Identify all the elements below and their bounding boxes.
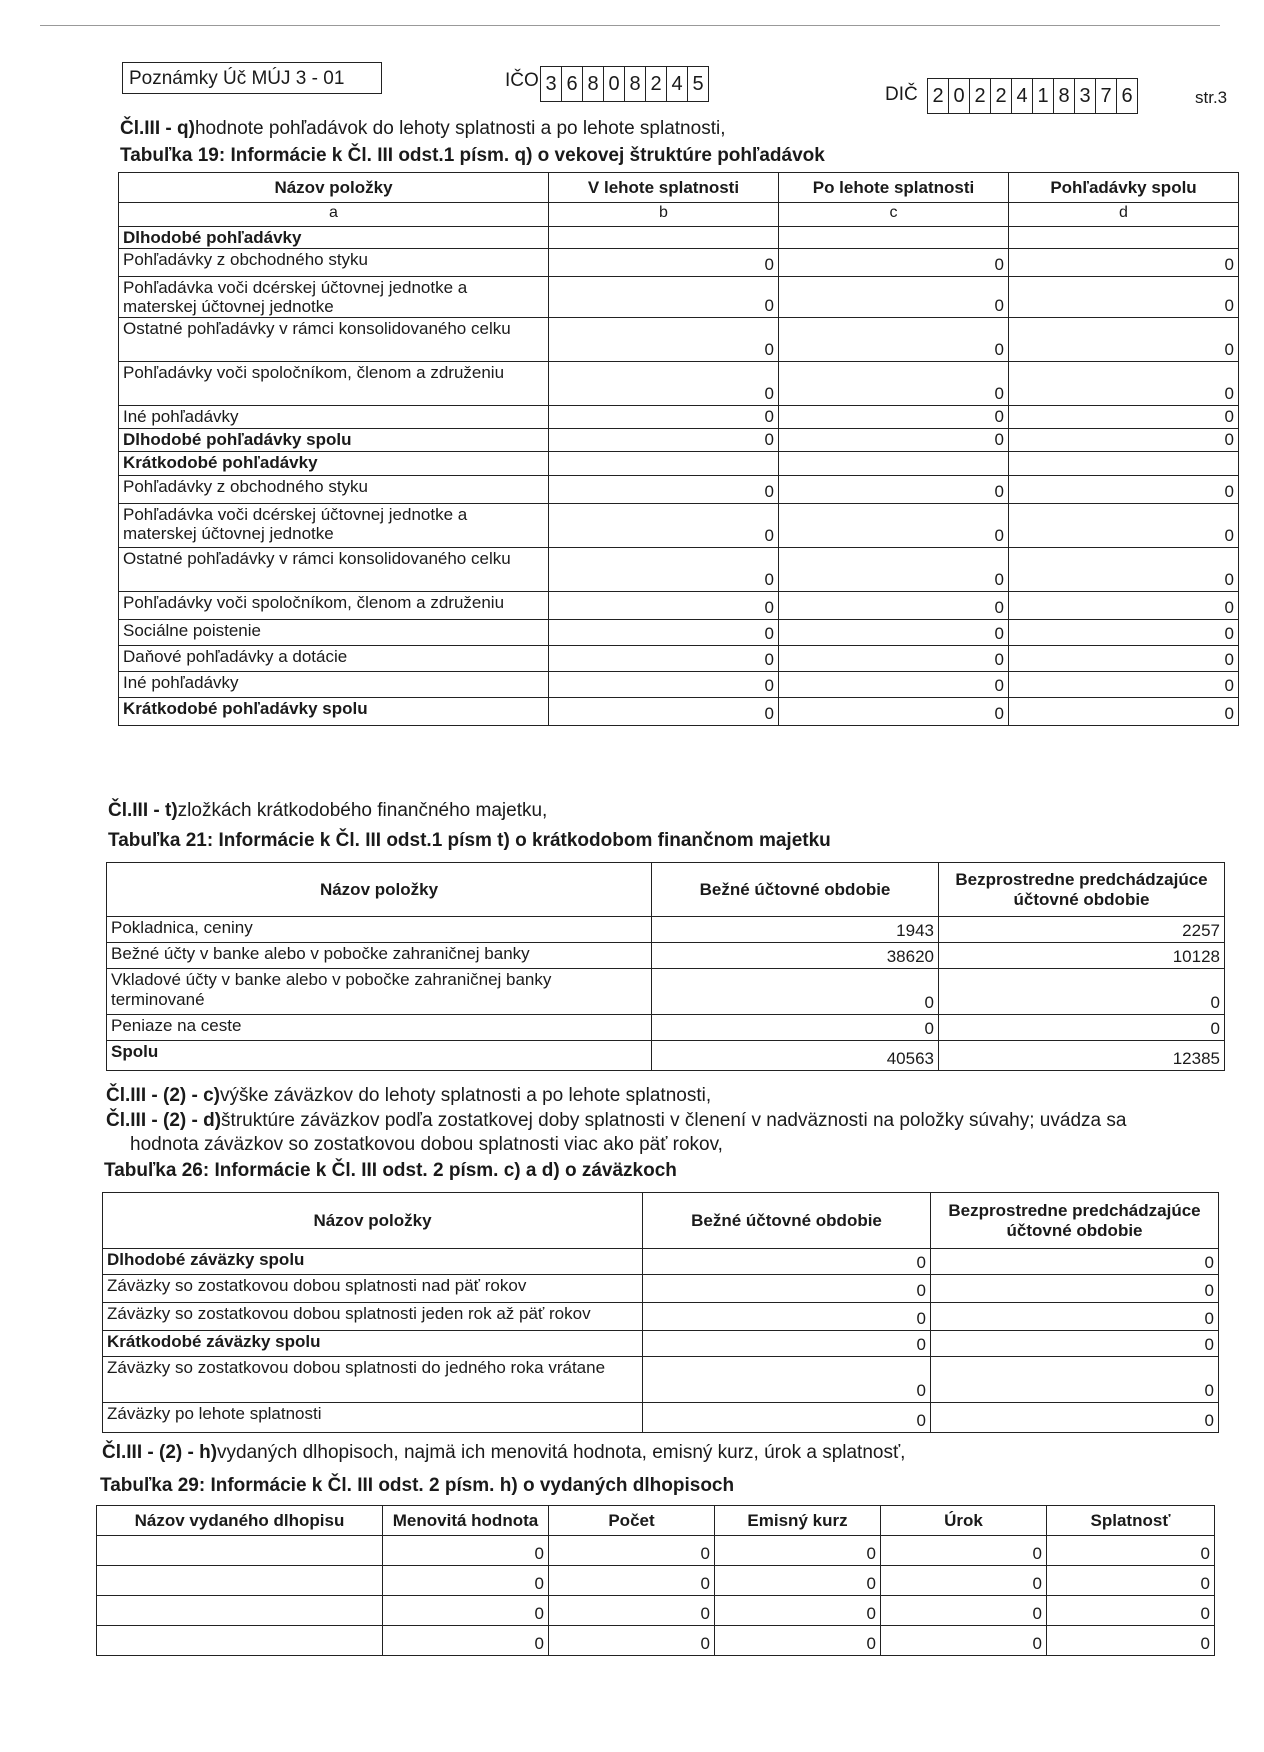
table-row	[119, 592, 1239, 620]
t19-row-value-d	[1009, 227, 1239, 249]
t19-row-value-c: 0	[779, 476, 1009, 504]
t19-row-name: Dlhodobé pohľadávky spolu	[119, 429, 549, 452]
t26-header-current: Bežné účtovné obdobie	[643, 1193, 931, 1249]
table-row	[119, 277, 1239, 318]
t26-row-name: Záväzky po lehote splatnosti	[103, 1403, 643, 1433]
t19-row-value-c: 0	[779, 620, 1009, 646]
section-d-prefix: Čl.III - (2) - d)	[106, 1110, 222, 1131]
t26-row-current: 0	[643, 1249, 931, 1275]
t21-row-current: 0	[652, 1015, 939, 1041]
t26-row-previous: 0	[931, 1275, 1219, 1303]
table29	[96, 1505, 1215, 1656]
t19-row-value-d: 0	[1009, 646, 1239, 672]
t19-letter-d: d	[1009, 203, 1239, 227]
t29-cell: 0	[549, 1536, 715, 1566]
t29-header-2: Počet	[549, 1506, 715, 1536]
form-title: Poznámky Úč MÚJ 3 - 01	[122, 62, 382, 94]
t19-row-value-c: 0	[779, 646, 1009, 672]
table-row	[119, 698, 1239, 726]
table-row	[97, 1596, 1215, 1626]
t19-row-value-d: 0	[1009, 249, 1239, 277]
section-h-text: vydaných dlhopisoch, najmä ich menovitá hodnota, emisný kurz, úrok a splatnosť,	[217, 1442, 906, 1463]
table-row	[107, 969, 1225, 1015]
t29-header-0: Názov vydaného dlhopisu	[97, 1506, 383, 1536]
page-number: str.3	[1195, 88, 1228, 107]
t19-row-value-b: 0	[549, 362, 779, 406]
t19-row-value-d: 0	[1009, 318, 1239, 362]
t29-cell: 0	[1047, 1566, 1215, 1596]
t19-row-value-d: 0	[1009, 548, 1239, 592]
t19-header-d: Pohľadávky spolu	[1009, 173, 1239, 203]
t29-cell: 0	[549, 1596, 715, 1626]
t21-header-name: Názov položky	[107, 863, 652, 917]
section-t-note	[108, 800, 547, 822]
t26-row-current: 0	[643, 1303, 931, 1331]
t19-row-name: Krátkodobé pohľadávky	[119, 452, 549, 476]
table-row	[119, 429, 1239, 452]
t21-row-current: 0	[652, 969, 939, 1015]
dic-digit: 3	[1075, 79, 1096, 113]
t26-row-name: Záväzky so zostatkovou dobou splatnosti do jedného roka vrátane	[103, 1357, 643, 1403]
table-row	[103, 1331, 1219, 1357]
dic-digit: 1	[1033, 79, 1054, 113]
t19-row-value-c	[779, 227, 1009, 249]
t19-row-value-c: 0	[779, 548, 1009, 592]
table-row	[97, 1566, 1215, 1596]
t29-cell: 0	[549, 1566, 715, 1596]
t21-header-previous: Bezprostredne predchádzajúce účtovné obdobie	[939, 863, 1225, 917]
t29-cell	[97, 1536, 383, 1566]
t19-letter-c: c	[779, 203, 1009, 227]
t19-row-value-b: 0	[549, 504, 779, 548]
section-h-prefix: Čl.III - (2) - h)	[102, 1442, 218, 1463]
t19-row-value-b	[549, 452, 779, 476]
table-row	[103, 1403, 1219, 1433]
t21-row-current: 40563	[652, 1041, 939, 1071]
table29-caption: Tabuľka 29: Informácie k Čl. III odst. 2 písm. h) o vydaných dlhopisoch	[100, 1475, 735, 1496]
t19-header-name: Názov položky	[119, 173, 549, 203]
t19-row-name: Ostatné pohľadávky v rámci konsolidovaného celku	[119, 548, 549, 592]
t19-row-name: Ostatné pohľadávky v rámci konsolidovaného celku	[119, 318, 549, 362]
ico-digit: 2	[646, 67, 667, 101]
t26-row-current: 0	[643, 1331, 931, 1357]
t21-row-name: Spolu	[107, 1041, 652, 1071]
t26-row-name: Dlhodobé záväzky spolu	[103, 1249, 643, 1275]
table-row	[119, 452, 1239, 476]
t19-row-value-b: 0	[549, 277, 779, 318]
t21-row-previous: 0	[939, 969, 1225, 1015]
table-row	[103, 1249, 1219, 1275]
table21	[106, 862, 1225, 1071]
t26-header-name: Názov položky	[103, 1193, 643, 1249]
t29-cell: 0	[715, 1536, 881, 1566]
ico-digits	[540, 66, 709, 102]
t19-row-value-d: 0	[1009, 504, 1239, 548]
t19-row-value-c: 0	[779, 277, 1009, 318]
t21-row-current: 38620	[652, 943, 939, 969]
table-row	[107, 1041, 1225, 1071]
t19-row-value-b: 0	[549, 646, 779, 672]
t29-cell	[97, 1626, 383, 1656]
table-row	[107, 943, 1225, 969]
t19-row-value-d: 0	[1009, 592, 1239, 620]
t19-letter-b: b	[549, 203, 779, 227]
t29-cell: 0	[715, 1596, 881, 1626]
t29-cell: 0	[715, 1566, 881, 1596]
t19-row-value-c: 0	[779, 672, 1009, 698]
t19-row-value-d: 0	[1009, 620, 1239, 646]
table21-caption: Tabuľka 21: Informácie k Čl. III odst.1 písm t) o krátkodobom finančnom majetku	[108, 830, 831, 851]
dic-digit: 2	[970, 79, 991, 113]
section-q-note	[120, 118, 725, 140]
t29-cell: 0	[881, 1536, 1047, 1566]
t21-row-previous: 2257	[939, 917, 1225, 943]
section-t-text: zložkách krátkodobého finančného majetku,	[177, 800, 548, 821]
t19-row-value-b: 0	[549, 476, 779, 504]
t19-row-value-c	[779, 452, 1009, 476]
t19-row-name: Iné pohľadávky	[119, 406, 549, 429]
t21-row-current: 1943	[652, 917, 939, 943]
table-row	[119, 362, 1239, 406]
t21-row-previous: 0	[939, 1015, 1225, 1041]
t19-row-value-b: 0	[549, 429, 779, 452]
t19-row-name: Dlhodobé pohľadávky	[119, 227, 549, 249]
t19-row-name: Iné pohľadávky	[119, 672, 549, 698]
t19-row-value-b: 0	[549, 249, 779, 277]
table-row	[97, 1626, 1215, 1656]
t21-row-name: Pokladnica, ceniny	[107, 917, 652, 943]
t26-row-previous: 0	[931, 1249, 1219, 1275]
t21-row-previous: 10128	[939, 943, 1225, 969]
t29-header-3: Emisný kurz	[715, 1506, 881, 1536]
t26-row-name: Záväzky so zostatkovou dobou splatnosti jeden rok až päť rokov	[103, 1303, 643, 1331]
t19-row-value-c: 0	[779, 429, 1009, 452]
t19-row-value-d: 0	[1009, 277, 1239, 318]
table-row	[119, 504, 1239, 548]
t26-row-current: 0	[643, 1275, 931, 1303]
table26	[102, 1192, 1219, 1433]
ico-digit: 8	[625, 67, 646, 101]
page-top-rule	[40, 25, 1220, 26]
t29-cell: 0	[549, 1626, 715, 1656]
t19-row-value-d: 0	[1009, 672, 1239, 698]
t29-header-5: Splatnosť	[1047, 1506, 1215, 1536]
table-row	[103, 1357, 1219, 1403]
t26-row-previous: 0	[931, 1331, 1219, 1357]
t19-row-name: Pohľadávka voči dcérskej účtovnej jednotke a materskej účtovnej jednotke	[119, 504, 549, 548]
t19-row-value-c: 0	[779, 249, 1009, 277]
t21-header-current: Bežné účtovné obdobie	[652, 863, 939, 917]
ico-digit: 8	[583, 67, 604, 101]
t29-cell: 0	[1047, 1626, 1215, 1656]
t19-row-name: Pohľadávky voči spoločníkom, členom a združeniu	[119, 362, 549, 406]
t19-header-b: V lehote splatnosti	[549, 173, 779, 203]
t19-row-value-c: 0	[779, 318, 1009, 362]
t19-row-value-c: 0	[779, 698, 1009, 726]
table-row	[103, 1275, 1219, 1303]
t21-row-previous: 12385	[939, 1041, 1225, 1071]
t19-row-name: Krátkodobé pohľadávky spolu	[119, 698, 549, 726]
t26-row-previous: 0	[931, 1357, 1219, 1403]
t26-header-previous: Bezprostredne predchádzajúce účtovné obdobie	[931, 1193, 1219, 1249]
table-row	[119, 620, 1239, 646]
t29-header-4: Úrok	[881, 1506, 1047, 1536]
t19-row-value-b: 0	[549, 698, 779, 726]
t19-row-value-d: 0	[1009, 476, 1239, 504]
table-row	[119, 476, 1239, 504]
section-h-note	[102, 1442, 905, 1464]
section-d-note	[106, 1110, 1126, 1132]
t19-row-value-d	[1009, 452, 1239, 476]
section-t-prefix: Čl.III - t)	[108, 800, 178, 821]
t19-row-value-b: 0	[549, 620, 779, 646]
t29-cell: 0	[383, 1626, 549, 1656]
table26-caption: Tabuľka 26: Informácie k Čl. III odst. 2 písm. c) a d) o záväzkoch	[104, 1160, 677, 1181]
ico-label: IČO	[505, 70, 539, 91]
dic-digit: 6	[1121, 85, 1133, 107]
table-row	[119, 672, 1239, 698]
t21-row-name: Peniaze na ceste	[107, 1015, 652, 1041]
ico-digit: 6	[562, 67, 583, 101]
t19-letter-a: a	[119, 203, 549, 227]
t19-row-value-c: 0	[779, 592, 1009, 620]
t26-row-previous: 0	[931, 1303, 1219, 1331]
table-row	[119, 406, 1239, 429]
t19-row-value-d: 0	[1009, 429, 1239, 452]
table-row	[119, 318, 1239, 362]
t19-row-value-c: 0	[779, 362, 1009, 406]
dic-digit: 8	[1054, 79, 1075, 113]
section-c-note	[106, 1085, 711, 1107]
dic-digit: 2	[991, 79, 1012, 113]
t29-cell: 0	[383, 1596, 549, 1626]
ico-digit: 3	[541, 67, 562, 101]
section-d-text: štruktúre záväzkov podľa zostatkovej doby splatnosti v členení v nadväznosti na položky súvahy; uvádza sa	[221, 1110, 1127, 1131]
t19-row-value-d: 0	[1009, 698, 1239, 726]
t29-cell	[97, 1596, 383, 1626]
ico-digit: 5	[692, 73, 704, 95]
t29-cell: 0	[1047, 1596, 1215, 1626]
t21-row-name: Bežné účty v banke alebo v pobočke zahraničnej banky	[107, 943, 652, 969]
t26-row-current: 0	[643, 1357, 931, 1403]
t19-row-value-c: 0	[779, 406, 1009, 429]
t29-cell: 0	[881, 1566, 1047, 1596]
section-c-text: výške záväzkov do lehoty splatnosti a po lehote splatnosti,	[220, 1085, 712, 1106]
table19	[118, 172, 1239, 726]
dic-digits	[927, 78, 1138, 114]
dic-digit: 7	[1096, 79, 1117, 113]
t19-row-value-b: 0	[549, 592, 779, 620]
t26-row-name: Záväzky so zostatkovou dobou splatnosti nad päť rokov	[103, 1275, 643, 1303]
t19-row-name: Pohľadávky z obchodného styku	[119, 249, 549, 277]
table-row	[119, 227, 1239, 249]
section-c-prefix: Čl.III - (2) - c)	[106, 1085, 220, 1106]
t19-row-name: Pohľadávky z obchodného styku	[119, 476, 549, 504]
table-row	[119, 249, 1239, 277]
dic-digit: 0	[949, 79, 970, 113]
t19-row-value-b: 0	[549, 406, 779, 429]
t19-row-name: Daňové pohľadávky a dotácie	[119, 646, 549, 672]
t19-row-value-d: 0	[1009, 362, 1239, 406]
ico-digit: 0	[604, 67, 625, 101]
table-row	[107, 917, 1225, 943]
dic-digit: 4	[1012, 79, 1033, 113]
section-q-prefix: Čl.III - q)	[120, 118, 195, 139]
t26-row-current: 0	[643, 1403, 931, 1433]
ico-digit: 4	[667, 67, 688, 101]
table-row	[119, 548, 1239, 592]
t19-row-value-b: 0	[549, 318, 779, 362]
t19-row-value-d: 0	[1009, 406, 1239, 429]
t26-row-name: Krátkodobé záväzky spolu	[103, 1331, 643, 1357]
t29-cell: 0	[383, 1536, 549, 1566]
t29-cell: 0	[1047, 1536, 1215, 1566]
table-row	[119, 646, 1239, 672]
dic-digit: 2	[928, 79, 949, 113]
t19-row-value-c: 0	[779, 504, 1009, 548]
t19-row-name: Pohľadávka voči dcérskej účtovnej jednotke a materskej účtovnej jednotke	[119, 277, 549, 318]
t29-header-1: Menovitá hodnota	[383, 1506, 549, 1536]
t19-row-name: Sociálne poistenie	[119, 620, 549, 646]
t19-row-name: Pohľadávky voči spoločníkom, členom a združeniu	[119, 592, 549, 620]
t29-cell: 0	[881, 1626, 1047, 1656]
table-row	[103, 1303, 1219, 1331]
t26-row-previous: 0	[931, 1403, 1219, 1433]
table19-caption: Tabuľka 19: Informácie k Čl. III odst.1 písm. q) o vekovej štruktúre pohľadávok	[120, 145, 825, 166]
t19-row-value-b: 0	[549, 672, 779, 698]
t29-cell	[97, 1566, 383, 1596]
t29-cell: 0	[383, 1566, 549, 1596]
dic-label: DIČ	[885, 84, 918, 105]
t19-row-value-b	[549, 227, 779, 249]
section-d-note-cont: hodnota záväzkov so zostatkovou dobou splatnosti viac ako päť rokov,	[130, 1134, 723, 1155]
t29-cell: 0	[715, 1626, 881, 1656]
table-row	[97, 1536, 1215, 1566]
t29-cell: 0	[881, 1596, 1047, 1626]
t19-row-value-b: 0	[549, 548, 779, 592]
section-q-text: hodnote pohľadávok do lehoty splatnosti a po lehote splatnosti,	[194, 118, 726, 139]
table-row	[107, 1015, 1225, 1041]
t21-row-name: Vkladové účty v banke alebo v pobočke zahraničnej banky terminované	[107, 969, 652, 1015]
t19-header-c: Po lehote splatnosti	[779, 173, 1009, 203]
